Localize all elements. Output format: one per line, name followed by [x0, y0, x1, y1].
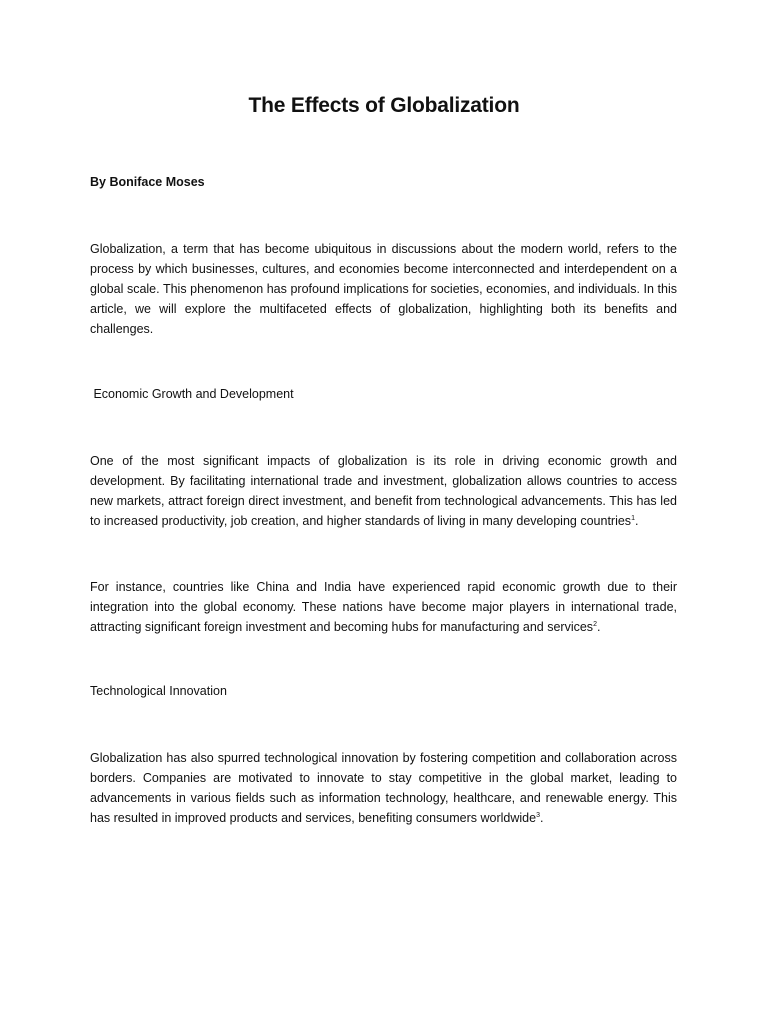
intro-paragraph: Globalization, a term that has become ubiquitous in discussions about the modern world, refers to the process by which businesses, cultures, and economies become interconnected and interdependent on a global scale. This phenomenon has profound implications for societies, economies, and individuals. In this article, we will explore the multifaceted effects of globalization, highlighting both its benefits and challenges. — [90, 242, 677, 336]
paragraph-end-punct: . — [634, 514, 639, 528]
footnote-ref-1: 1 — [631, 514, 635, 522]
paragraph-text: For instance, countries like China and India have experienced rapid economic growth due to their integration into the global economy. These nations have become major players in international trade, attracting significant foreign investment and becoming hubs for manufacturing and services — [90, 580, 677, 634]
paragraph-text: One of the most significant impacts of globalization is its role in driving economic growth and development. By facilitating international trade and investment, globalization allows countries to access new markets, attract foreign direct investment, and benefit from technological advancements. This has led to increased productivity, job creation, and higher standards of living in many developing countries — [90, 454, 677, 528]
footnote-ref-3: 3 — [536, 811, 540, 819]
paragraph-end-punct: . — [539, 811, 544, 825]
paragraph-text: Globalization has also spurred technological innovation by fostering competition and collaboration across borders. Companies are motivated to innovate to stay competitive in the global market, leading to advancements in various fields such as information technology, healthcare, and renewable energy. This has resulted in improved products and services, benefiting consumers worldwide — [90, 751, 677, 825]
document-title: The Effects of Globalization — [248, 94, 520, 117]
author-byline: By Boniface Moses — [90, 175, 205, 189]
paragraph-end-punct: . — [596, 620, 601, 634]
section-heading-technological-innovation: Technological Innovation — [90, 684, 227, 698]
footnote-ref-2: 2 — [593, 620, 597, 628]
economic-growth-paragraph-1 — [90, 451, 677, 531]
economic-growth-paragraph-2 — [90, 577, 677, 637]
technological-innovation-paragraph-1 — [90, 748, 677, 828]
section-heading-economic-growth: Economic Growth and Development — [90, 387, 294, 401]
